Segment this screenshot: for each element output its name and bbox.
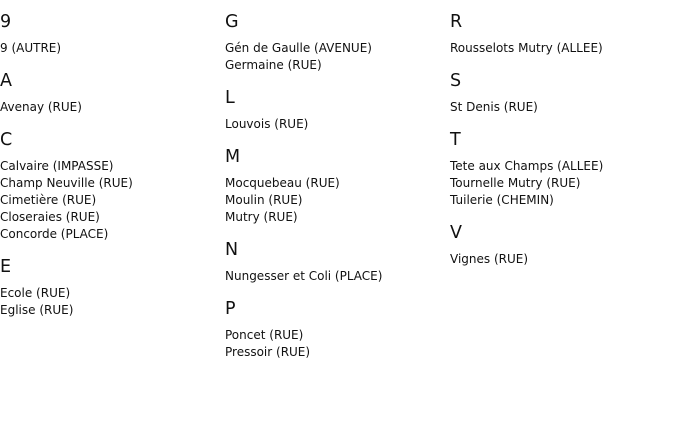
letter-heading: M <box>225 147 241 167</box>
list-item <box>0 192 225 209</box>
street-link[interactable]: Ecole (RUE) <box>0 286 71 300</box>
street-list <box>225 33 450 74</box>
list-item <box>450 40 675 57</box>
index-column <box>225 0 450 361</box>
list-item <box>225 344 450 361</box>
letter-section <box>0 116 225 243</box>
street-link[interactable]: Pressoir (RUE) <box>225 345 311 359</box>
list-item <box>225 40 450 57</box>
street-link[interactable]: Poncet (RUE) <box>225 328 304 342</box>
street-list <box>225 109 450 133</box>
street-list <box>450 33 675 57</box>
street-link[interactable]: Louvois (RUE) <box>225 117 309 131</box>
street-link[interactable]: Closeraies (RUE) <box>0 210 100 224</box>
list-item <box>450 175 675 192</box>
street-link[interactable]: Calvaire (IMPASSE) <box>0 159 114 173</box>
letter-heading: 9 <box>0 12 12 32</box>
letter-heading: N <box>225 240 239 260</box>
list-item <box>0 158 225 175</box>
letter-section <box>450 116 675 209</box>
street-list <box>225 320 450 361</box>
letter-heading: V <box>450 223 462 243</box>
letter-section <box>225 133 450 226</box>
letter-heading: A <box>0 71 12 91</box>
street-link[interactable]: Eglise (RUE) <box>0 303 74 317</box>
street-link[interactable]: Gén de Gaulle (AVENUE) <box>225 41 372 55</box>
street-link[interactable]: Mocquebeau (RUE) <box>225 176 340 190</box>
letter-section <box>0 0 225 57</box>
list-item <box>225 209 450 226</box>
street-link[interactable]: St Denis (RUE) <box>450 100 538 114</box>
list-item <box>225 116 450 133</box>
list-item <box>0 226 225 243</box>
list-item <box>0 175 225 192</box>
list-item <box>225 175 450 192</box>
letter-heading: T <box>450 130 461 150</box>
street-link[interactable]: Tete aux Champs (ALLEE) <box>450 159 604 173</box>
letter-section <box>450 57 675 116</box>
street-list <box>450 244 675 268</box>
list-item <box>450 251 675 268</box>
letter-section <box>450 0 675 57</box>
list-item <box>0 209 225 226</box>
street-list <box>225 261 450 285</box>
letter-section <box>225 226 450 285</box>
street-link[interactable]: Mutry (RUE) <box>225 210 298 224</box>
street-list <box>0 151 225 243</box>
street-list <box>450 92 675 116</box>
letter-section <box>225 74 450 133</box>
street-link[interactable]: Nungesser et Coli (PLACE) <box>225 269 383 283</box>
street-link[interactable]: Moulin (RUE) <box>225 193 303 207</box>
letter-heading: L <box>225 88 235 108</box>
street-link[interactable]: Concorde (PLACE) <box>0 227 109 241</box>
street-link[interactable]: Cimetière (RUE) <box>0 193 97 207</box>
street-list <box>450 151 675 209</box>
street-link[interactable]: 9 (AUTRE) <box>0 41 62 55</box>
street-link[interactable]: Tuilerie (CHEMIN) <box>450 193 554 207</box>
street-link[interactable]: Germaine (RUE) <box>225 58 322 72</box>
list-item <box>225 57 450 74</box>
letter-heading: P <box>225 299 236 319</box>
street-list <box>225 168 450 226</box>
street-link[interactable]: Avenay (RUE) <box>0 100 82 114</box>
list-item <box>450 192 675 209</box>
street-link[interactable]: Vignes (RUE) <box>450 252 529 266</box>
street-list <box>0 33 225 57</box>
street-link[interactable]: Champ Neuville (RUE) <box>0 176 133 190</box>
list-item <box>450 158 675 175</box>
list-item <box>225 327 450 344</box>
letter-section <box>0 57 225 116</box>
list-item <box>225 192 450 209</box>
street-link[interactable]: Tournelle Mutry (RUE) <box>450 176 581 190</box>
letter-heading: R <box>450 12 463 32</box>
letter-heading: E <box>0 257 12 277</box>
street-list <box>0 278 225 319</box>
letter-heading: G <box>225 12 239 32</box>
letter-section <box>0 243 225 319</box>
letter-section <box>450 209 675 268</box>
list-item <box>450 99 675 116</box>
list-item <box>225 268 450 285</box>
street-list <box>0 92 225 116</box>
letter-heading: S <box>450 71 462 91</box>
list-item <box>0 99 225 116</box>
index-column <box>450 0 675 268</box>
street-link[interactable]: Rousselots Mutry (ALLEE) <box>450 41 603 55</box>
letter-section <box>225 285 450 361</box>
letter-section <box>225 0 450 74</box>
index-column <box>0 0 225 319</box>
letter-heading: C <box>0 130 13 150</box>
list-item <box>0 40 225 57</box>
list-item <box>0 285 225 302</box>
list-item <box>0 302 225 319</box>
